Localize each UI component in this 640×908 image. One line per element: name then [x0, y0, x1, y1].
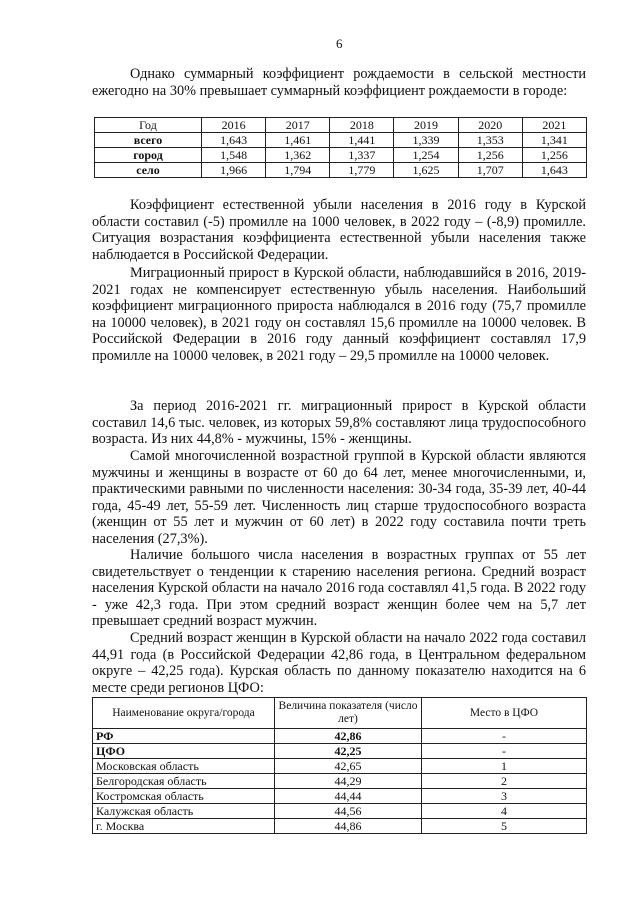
table-row [95, 148, 587, 163]
region-name: Белгородская область [93, 774, 275, 789]
header-cell: 2020 [458, 118, 522, 133]
table-cell: 1,643 [522, 163, 586, 178]
indicator-value: 44,44 [275, 789, 422, 804]
region-name: Калужская область [93, 804, 275, 819]
rank-value: 4 [422, 804, 587, 819]
rank-value: 2 [422, 774, 587, 789]
header-cell: Место в ЦФО [422, 698, 587, 729]
header-cell: 2021 [522, 118, 586, 133]
table-row [95, 163, 587, 178]
rank-value: - [422, 729, 587, 744]
table-cell: 1,362 [266, 148, 330, 163]
paragraph-aging: Наличие большого числа населения в возрастных группах от 55 лет свидетельствует о тенденции к старению населения региона. Средний возраст населения Курской области на начало 2016 года составлял 41,5 года. В 2022 году - уже 42,3 года. При этом средний возраст женщин более чем на 5,7 лет превышает средний возраст мужчин. [92, 547, 586, 630]
header-cell: 2016 [202, 118, 266, 133]
fertility-table [94, 117, 587, 178]
paragraph-migration-growth: Миграционный прирост в Курской области, наблюдавшийся в 2016, 2019-2021 годах не компенсирует естественную убыль населения. Наибольший коэффициент миграционного прироста наблюдался в 2016 году (75,7 промилле на 10000 человек), в 2021 году он составлял 15,6 промилле на 10000 человек. В Российской Федерации в 2016 году данный коэффициент составлял 17,9 промилле на 10000 человек, в 2021 году – 29,5 промилле на 10000 человек. [92, 265, 586, 364]
indicator-value: 42,65 [275, 759, 422, 774]
table-row [93, 774, 587, 789]
header-cell: 2018 [330, 118, 394, 133]
indicator-value: 44,56 [275, 804, 422, 819]
table-cell: 1,254 [394, 148, 458, 163]
rank-value: 5 [422, 819, 587, 834]
table-cell: 1,548 [202, 148, 266, 163]
paragraph-women-age: Средний возраст женщин в Курской области на начало 2022 года составил 44,91 года (в Российской Федерации 42,86 года, в Центральном федеральном округе – 42,25 года). Курская область по данному показателю находится на 6 месте среди регионов ЦФО: [92, 630, 586, 696]
header-cell: Величина показателя (число лет) [275, 698, 422, 729]
table-cell: 1,966 [202, 163, 266, 178]
paragraph-natural-decline: Коэффициент естественной убыли населения в 2016 году в Курской области составил (-5) промилле на 1000 человек, в 2022 году – (-8,9) промилле. Ситуация возрастания коэффициента естественной убыли населения также наблюдается в Российской Федерации. [92, 197, 586, 263]
indicator-value: 44,29 [275, 774, 422, 789]
table-header-row [95, 118, 587, 133]
table-cell: 1,625 [394, 163, 458, 178]
table-cell: 1,339 [394, 133, 458, 148]
women-age-table [92, 697, 587, 834]
table-cell: 1,779 [330, 163, 394, 178]
region-name: РФ [93, 729, 275, 744]
table-row [93, 744, 587, 759]
row-label: село [95, 163, 202, 178]
table-cell: 1,256 [458, 148, 522, 163]
table-cell: 1,341 [522, 133, 586, 148]
region-name: ЦФО [93, 744, 275, 759]
table-cell: 1,643 [202, 133, 266, 148]
header-cell: 2017 [266, 118, 330, 133]
rank-value: 3 [422, 789, 587, 804]
table-row [93, 804, 587, 819]
header-cell: Наименование округа/города [93, 698, 275, 729]
region-name: Костромская область [93, 789, 275, 804]
paragraph-migration-period: За период 2016-2021 гг. миграционный прирост в Курской области составил 14,6 тыс. человек, из которых 59,8% составляют лица трудоспособного возраста. Из них 44,8% - мужчины, 15% - женщины. [92, 398, 586, 448]
indicator-value: 42,86 [275, 729, 422, 744]
rank-value: - [422, 744, 587, 759]
indicator-value: 42,25 [275, 744, 422, 759]
table-row [95, 133, 587, 148]
row-label: город [95, 148, 202, 163]
table-cell: 1,707 [458, 163, 522, 178]
table-row [93, 819, 587, 834]
table-cell: 1,461 [266, 133, 330, 148]
region-name: г. Москва [93, 819, 275, 834]
header-cell: Год [95, 118, 202, 133]
paragraph-fertility-rural: Однако суммарный коэффициент рождаемости в сельской местности ежегодно на 30% превышает суммарный коэффициент рождаемости в городе: [92, 66, 586, 99]
table-row [93, 789, 587, 804]
table-cell: 1,794 [266, 163, 330, 178]
indicator-value: 44,86 [275, 819, 422, 834]
table-cell: 1,256 [522, 148, 586, 163]
table-header-row [93, 698, 587, 729]
table-cell: 1,337 [330, 148, 394, 163]
table-row [93, 759, 587, 774]
region-name: Московская область [93, 759, 275, 774]
table-cell: 1,441 [330, 133, 394, 148]
table-row [93, 729, 587, 744]
row-label: всего [95, 133, 202, 148]
paragraph-age-groups: Самой многочисленной возрастной группой в Курской области являются мужчины и женщины в возрасте от 60 до 64 лет, менее многочисленными, и, практическими равными по численности населения: 30-34 года, 35-39 лет, 40-44 года, 45-49 лет, 55-59 лет. Численность лиц старше трудоспособного возраста (женщин от 55 лет и мужчин от 60 лет) в 2022 году составила почти треть населения (27,3%). [92, 448, 586, 547]
table-cell: 1,353 [458, 133, 522, 148]
rank-value: 1 [422, 759, 587, 774]
header-cell: 2019 [394, 118, 458, 133]
page-number: 6 [336, 36, 343, 51]
